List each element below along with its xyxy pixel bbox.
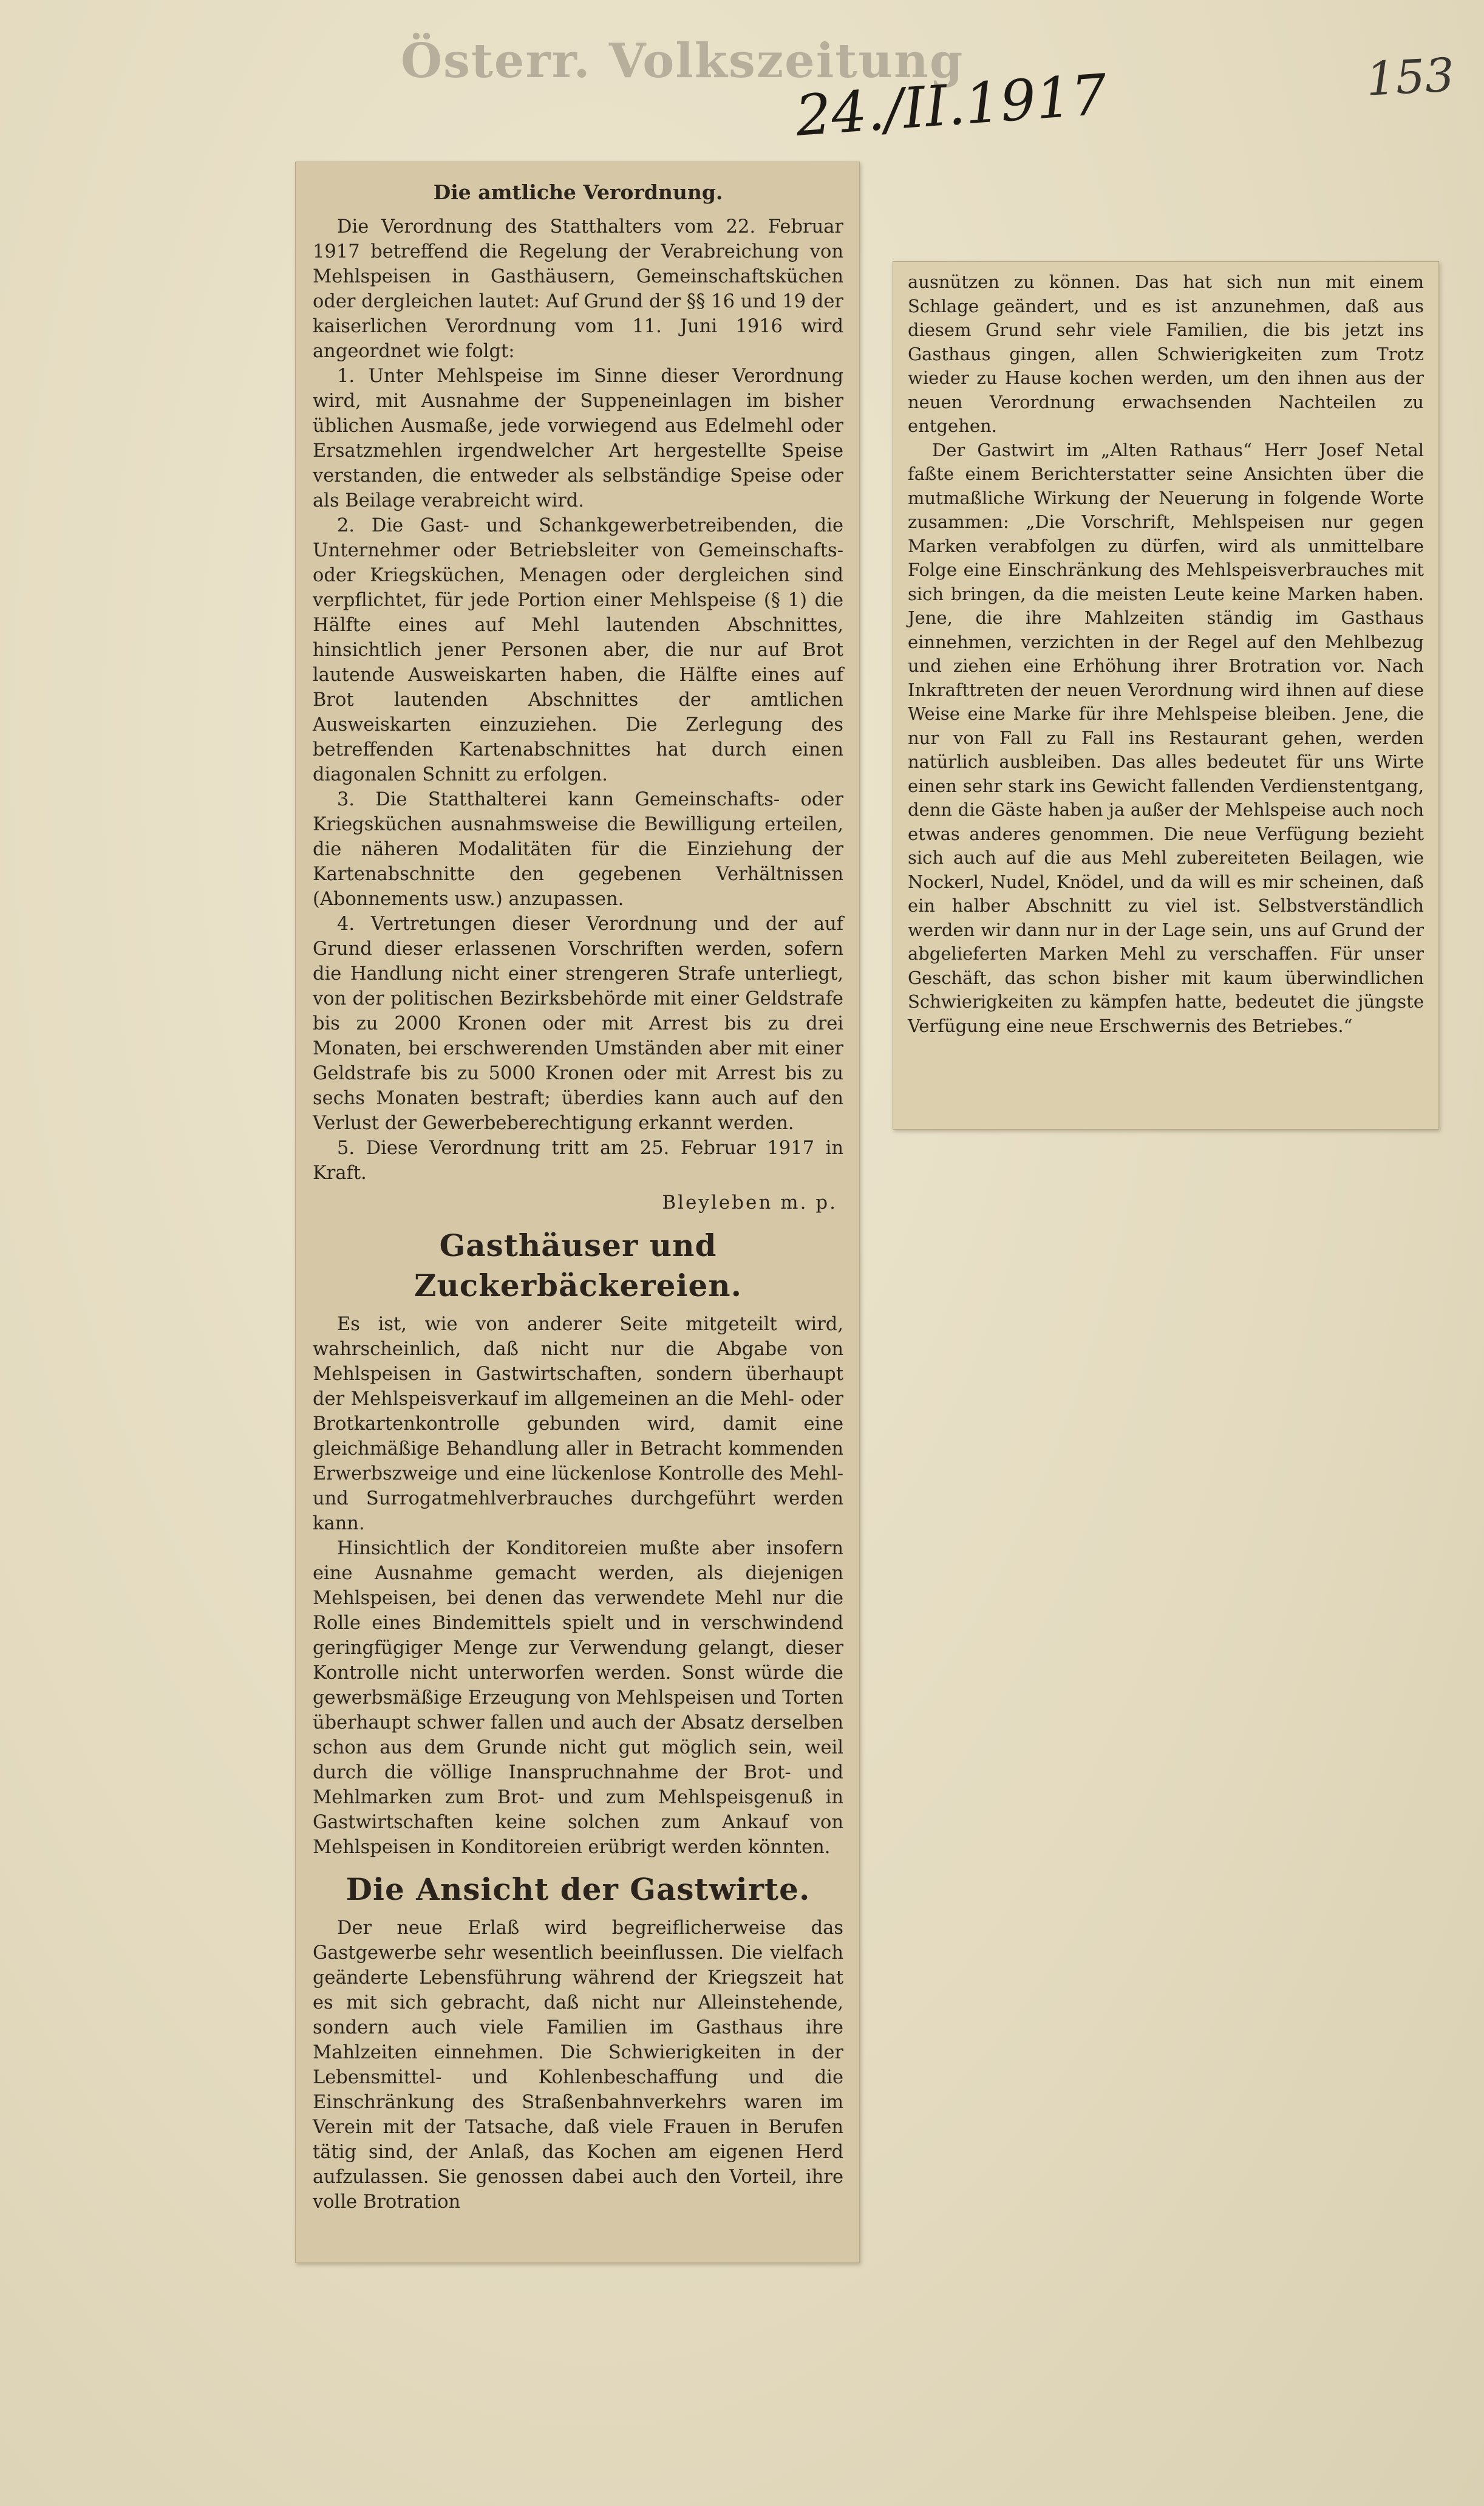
right-paragraph: ausnützen zu können. Das hat sich nun mit einem Schlage geändert, und es ist anzunehmen, daß aus diesem Grund sehr viele Familien, die bis jetzt ins Gasthaus gingen, allen Schwierigkeiten zum Trotz wieder zu Hause kochen werden, um den ihnen aus der neuen Verordnung erwachsenden Nachteilen zu entgehen. <box>908 271 1424 436</box>
clipping-right <box>893 261 1439 1130</box>
section1-paragraph: 3. Die Statthalterei kann Gemeinschafts- oder Kriegsküchen ausnahmsweise die Bewilligung erteilen, die näheren Modalitäten für die Einziehung der Kartenabschnitte den gegebenen Verhältnissen (Abonnements usw.) anzupassen. <box>313 789 843 910</box>
section1-paragraph: 2. Die Gast- und Schankgewerbetreibenden, die Unternehmer oder Betriebsleiter von Gemeinschafts- oder Kriegsküchen, Menagen oder dergleichen sind verpflichtet, für jede Portion einer Mehlspeise (§ 1) die Hälfte eines auf Mehl lautenden Abschnittes, hinsichtlich jener Personen aber, die nur auf Brot lautende Ausweiskarten haben, die Hälfte eines auf Brot lautenden Abschnittes der amtlichen Ausweiskarten einzuziehen. Die Zerlegung des betreffenden Kartenabschnittes hat durch einen diagonalen Schnitt zu erfolgen. <box>313 515 843 785</box>
section1-paragraph: 5. Diese Verordnung tritt am 25. Februar 1917 in Kraft. <box>313 1138 843 1184</box>
section1-paragraph: 4. Vertretungen dieser Verordnung und der auf Grund dieser erlassenen Vorschriften werden, sofern die Handlung nicht einer strengeren Strafe unterliegt, von der politischen Bezirksbehörde mit einer Geldstrafe bis zu 2000 Kronen oder mit Arrest bis zu drei Monaten, bei erschwerenden Umständen aber mit einer Geldstrafe bis zu 5000 Kronen oder mit Arrest bis zu sechs Monaten bestraft; überdies kann auch auf den Verlust der Gewerbeberechtigung erkannt werden. <box>313 913 843 1134</box>
section1-title: Die amtliche Verordnung. <box>433 180 723 204</box>
handwritten-date: 24./II.1917 <box>793 62 1109 149</box>
right-paragraph: Der Gastwirt im „Alten Rathaus“ Herr Josef Netal faßte einem Berichterstatter seine Ansichten über die mutmaßliche Wirkung der Neuerung in folgende Worte zusammen: „Die Vorschrift, Mehlspeisen nur gegen Marken verabfolgen zu dürfen, wird als unmittelbare Folge eine Einschränkung des Mehlspeisverbrauches mit sich bringen, da die meisten Leute keine Marken haben. Jene, die ihre Mahlzeiten ständig im Gasthaus einnehmen, verzichten in der Regel auf den Mehlbezug und ziehen eine Erhöhung ihrer Brotration vor. Nach Inkrafttreten der neuen Verordnung wird ihnen auf diese Weise eine Marke für ihre Mehlspeise bleiben. Jene, die nur von Fall zu Fall ins Restaurant gehen, werden natürlich ausbleiben. Das alles bedeutet für uns Wirte einen sehr stark ins Gewicht fallenden Verdienstentgang, denn die Gäste haben ja außer der Mehlspeise auch noch etwas anderes genommen. Die neue Verfügung bezieht sich auch auf die aus Mehl zubereiteten Beilagen, wie Nockerl, Nudel, Knödel, und da will es mir scheinen, daß ein halber Abschnitt zu viel ist. Selbstverständlich werden wir dann nur in der Lage sein, uns auf Grund der abgelieferten Marken Mehl zu verschaffen. Für unser Geschäft, das schon bisher mit kaum überwindlichen Schwierigkeiten zu kämpfen hatte, bedeutet die jüngste Verfügung eine neue Erschwernis des Betriebes.“ <box>908 439 1424 1036</box>
signature: Bleyleben m. p. <box>662 1192 837 1214</box>
newspaper-stamp: Österr. Volkszeitung <box>401 33 964 89</box>
section1-paragraph: 1. Unter Mehlspeise im Sinne dieser Verordnung wird, mit Ausnahme der Suppeneinlagen im bisher üblichen Ausmaße, jede vorwiegend aus Edelmehl oder Ersatzmehlen irgendwelcher Art hergestellte Speise verstanden, die entweder als selbständige Speise oder als Beilage verabreicht wird. <box>313 366 843 511</box>
section3-title: Die Ansicht der Gastwirte. <box>345 1871 811 1907</box>
clipping-left <box>295 162 860 2263</box>
section2-paragraph: Hinsichtlich der Konditoreien mußte aber insofern eine Ausnahme gemacht werden, als diejenigen Mehlspeisen, bei denen das verwendete Mehl nur die Rolle eines Bindemittels spielt und in verschwindend geringfügiger Menge zur Verwendung gelangt, dieser Kontrolle nicht unterworfen werden. Sonst würde die gewerbsmäßige Erzeugung von Mehlspeisen und Torten überhaupt schwer fallen und auch der Absatz derselben schon aus dem Grunde nicht gut möglich sein, weil durch die völlige Inanspruchnahme der Brot- und Mehlmarken zum Brot- und zum Mehlspeisgenuß in Gastwirtschaften keine solchen zum Ankauf von Mehlspeisen in Konditoreien erübrigt werden könnten. <box>313 1538 843 1858</box>
page-number: 153 <box>1364 47 1456 106</box>
section1-paragraph: Die Verordnung des Statthalters vom 22. Februar 1917 betreffend die Regelung der Verabreichung von Mehlspeisen in Gasthäusern, Gemeinschaftsküchen oder dergleichen lautet: Auf Grund der §§ 16 und 19 der kaiserlichen Verordnung vom 11. Juni 1916 wird angeordnet wie folgt: <box>313 216 843 362</box>
section2-paragraph: Es ist, wie von anderer Seite mitgeteilt wird, wahrscheinlich, daß nicht nur die Abgabe von Mehlspeisen in Gastwirtschaften, sondern überhaupt der Mehlspeisverkauf im allgemeinen an die Mehl- oder Brotkartenkontrolle gebunden wird, damit eine gleichmäßige Behandlung aller in Betracht kommenden Erwerbszweige und eine lückenlose Kontrolle des Mehl- und Surrogatmehlverbrauches durchgeführt werden kann. <box>313 1314 843 1534</box>
section2-title: Gasthäuser und Zuckerbäckereien. <box>414 1227 743 1303</box>
section3-paragraph: Der neue Erlaß wird begreiflicherweise das Gastgewerbe sehr wesentlich beeinflussen. Die vielfach geänderte Lebensführung während der Kriegszeit hat es mit sich gebracht, daß nicht nur Alleinstehende, sondern auch viele Familien im Gasthaus ihre Mahlzeiten einnehmen. Die Schwierigkeiten in der Lebensmittel- und Kohlenbeschaffung und die Einschränkung des Straßenbahnverkehrs waren im Verein mit der Tatsache, daß viele Frauen in Berufen tätig sind, der Anlaß, das Kochen am eigenen Herd aufzulassen. Sie genossen dabei auch den Vorteil, ihre volle Brotration <box>313 1917 843 2213</box>
